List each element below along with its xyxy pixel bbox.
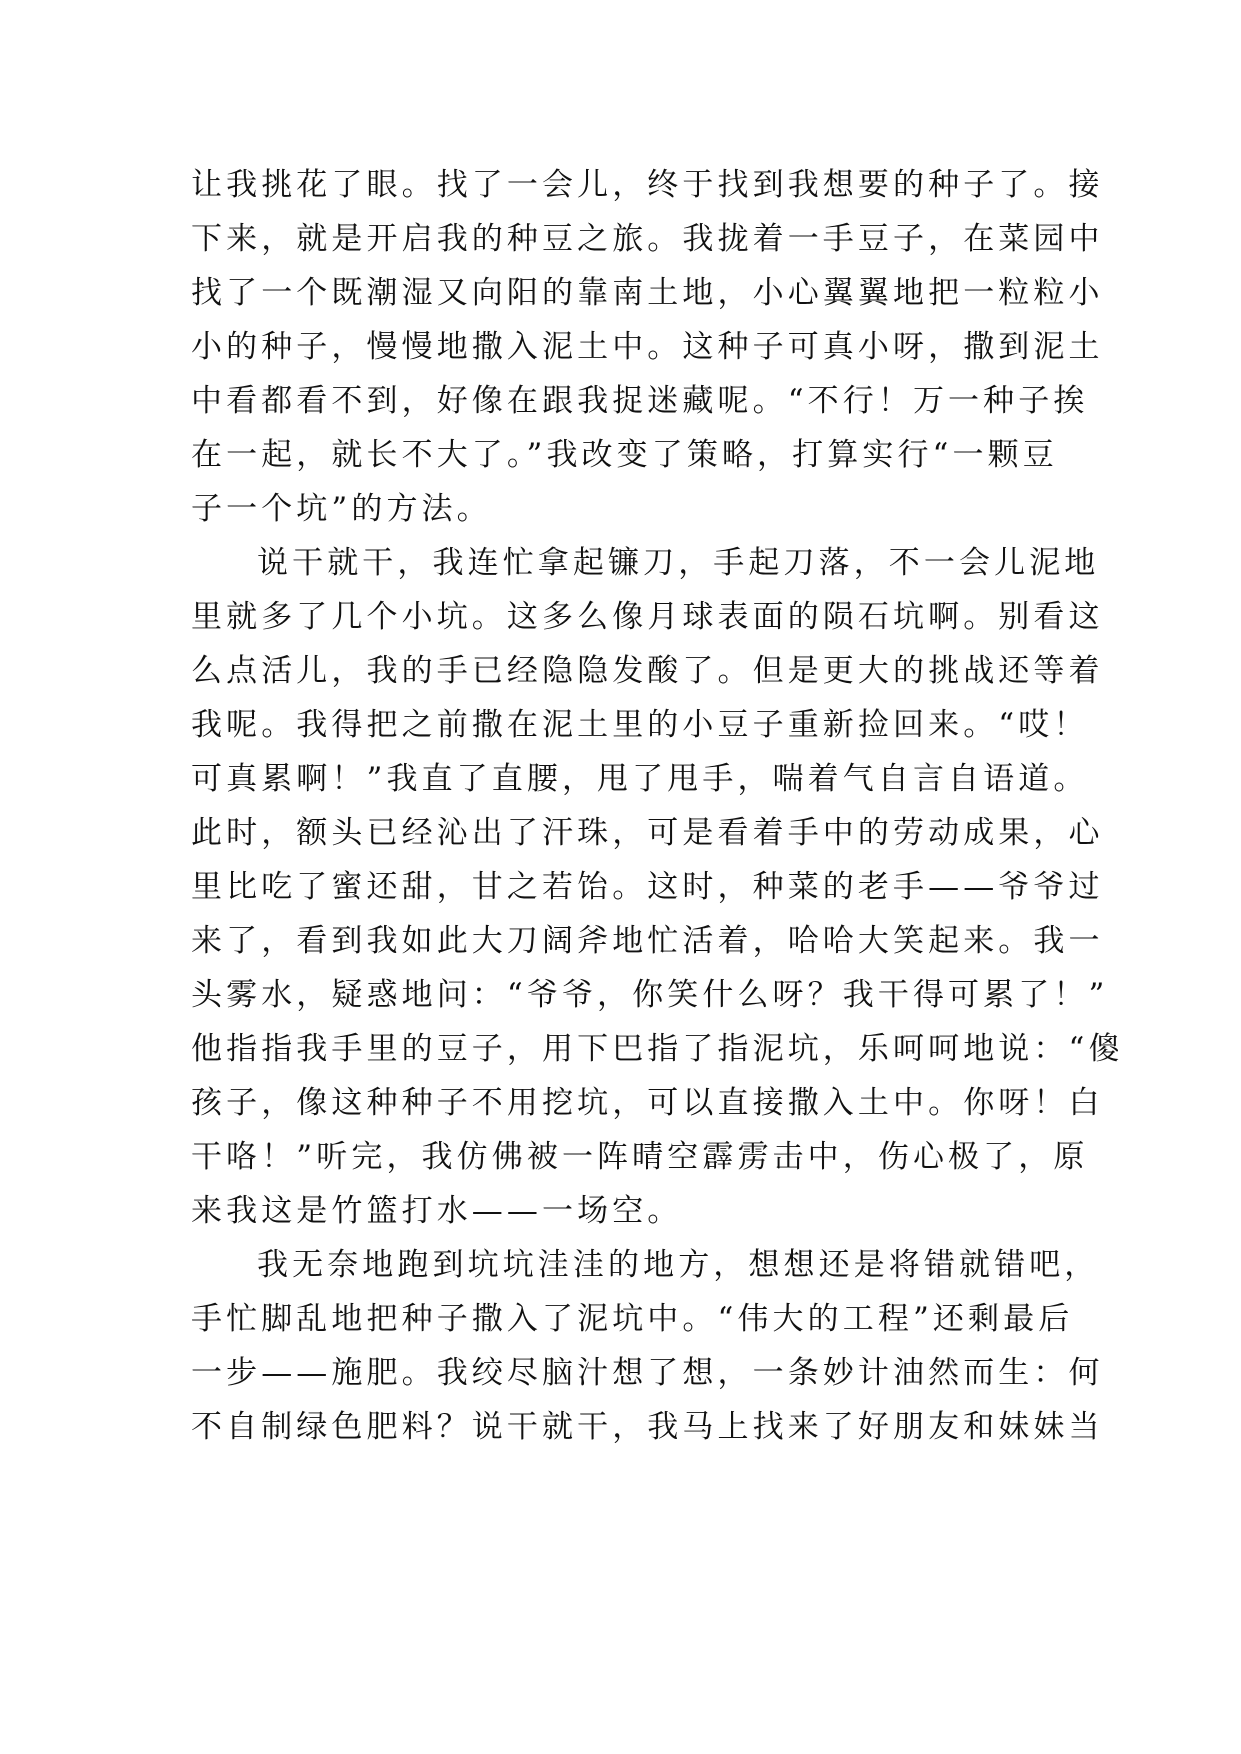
text-line: 头雾水，疑惑地问：“爷爷，你笑什么呀？我干得可累了！” — [191, 977, 1109, 1013]
text-line: 来了，看到我如此大刀阔斧地忙活着，哈哈大笑起来。我一 — [191, 923, 1104, 959]
text-line: 子一个坑”的方法。 — [191, 491, 492, 527]
text-line-indented: 我无奈地跑到坑坑洼洼的地方，想想还是将错就错吧， — [257, 1247, 1100, 1283]
text-line: 手忙脚乱地把种子撒入了泥坑中。“伟大的工程”还剩最后 — [191, 1301, 1074, 1337]
text-line: 里比吃了蜜还甜，甘之若饴。这时，种菜的老手——爷爷过 — [191, 869, 1104, 905]
text-line: 不自制绿色肥料？说干就干，我马上找来了好朋友和妹妹当 — [191, 1409, 1104, 1445]
text-line: 让我挑花了眼。找了一会儿，终于找到我想要的种子了。接 — [191, 167, 1104, 203]
paragraph-1 — [191, 158, 1104, 536]
text-line: 一步——施肥。我绞尽脑汁想了想，一条妙计油然而生：何 — [191, 1355, 1104, 1391]
text-line: 小的种子，慢慢地撒入泥土中。这种子可真小呀，撒到泥土 — [191, 329, 1104, 365]
text-line: 里就多了几个小坑。这多么像月球表面的陨石坑啊。别看这 — [191, 599, 1104, 635]
text-line: 可真累啊！”我直了直腰，甩了甩手，喘着气自言自语道。 — [191, 761, 1089, 797]
text-line: 我呢。我得把之前撒在泥土里的小豆子重新捡回来。“哎！ — [191, 707, 1089, 743]
text-line: 孩子，像这种种子不用挖坑，可以直接撒入土中。你呀！白 — [191, 1085, 1104, 1121]
text-line: 找了一个既潮湿又向阳的靠南土地，小心翼翼地把一粒粒小 — [191, 275, 1104, 311]
text-line: 他指指我手里的豆子，用下巴指了指泥坑，乐呵呵地说：“傻 — [191, 1031, 1124, 1067]
paragraph-3 — [191, 1238, 1104, 1454]
document-body — [191, 158, 1124, 1454]
text-line: 干咯！”听完，我仿佛被一阵晴空霹雳击中，伤心极了，原 — [191, 1139, 1089, 1175]
text-line: 在一起，就长不大了。”我改变了策略，打算实行“一颗豆 — [191, 437, 1058, 473]
text-line: 下来，就是开启我的种豆之旅。我拢着一手豆子，在菜园中 — [191, 221, 1104, 257]
text-line: 么点活儿，我的手已经隐隐发酸了。但是更大的挑战还等着 — [191, 653, 1104, 689]
paragraph-2 — [191, 536, 1124, 1238]
text-line: 中看都看不到，好像在跟我捉迷藏呢。“不行！万一种子挨 — [191, 383, 1089, 419]
text-line-indented: 说干就干，我连忙拿起镰刀，手起刀落，不一会儿泥地 — [257, 545, 1100, 581]
text-line: 来我这是竹篮打水——一场空。 — [191, 1193, 683, 1229]
text-line: 此时，额头已经沁出了汗珠，可是看着手中的劳动成果，心 — [191, 815, 1104, 851]
